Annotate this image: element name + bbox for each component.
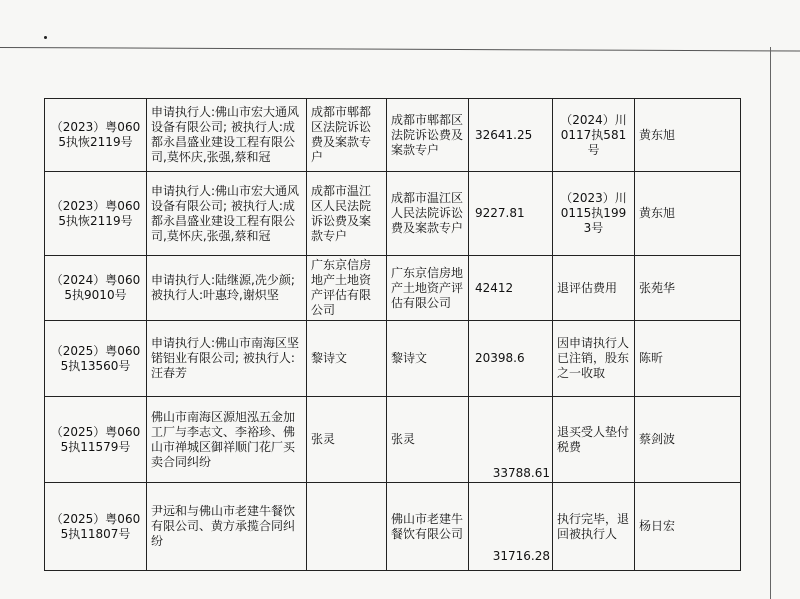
case-number-cell: （2025）粤0605执11807号 — [45, 483, 147, 571]
recipient-cell: 张灵 — [387, 397, 469, 483]
payee-cell: 成都市温江区人民法院诉讼费及案款专户 — [307, 172, 387, 256]
recipient-cell: 成都市郫都区法院诉讼费及案款专户 — [387, 99, 469, 172]
reference-cell: 退评估费用 — [553, 256, 635, 321]
handler-cell: 张苑华 — [635, 256, 741, 321]
reference-cell: 执行完毕，退回被执行人 — [553, 483, 635, 571]
amount-cell: 9227.81 — [469, 172, 553, 256]
amount-cell: 42412 — [469, 256, 553, 321]
page-top-rule — [0, 47, 800, 51]
parties-cell: 佛山市南海区源旭泓五金加工厂与李志文、李裕珍、佛山市禅城区御祥顺门花厂买卖合同纠纷 — [147, 397, 307, 483]
table-row — [45, 99, 741, 172]
case-number-cell: （2025）粤0605执13560号 — [45, 321, 147, 397]
handler-cell: 黄东旭 — [635, 172, 741, 256]
payee-cell: 张灵 — [307, 397, 387, 483]
table-row — [45, 321, 741, 397]
handler-cell: 杨日宏 — [635, 483, 741, 571]
table-row — [45, 483, 741, 571]
case-payment-table — [44, 98, 741, 571]
handler-cell: 陈昕 — [635, 321, 741, 397]
reference-cell: 因申请执行人已注销，股东之一收取 — [553, 321, 635, 397]
table-row — [45, 172, 741, 256]
handler-cell: 蔡剑波 — [635, 397, 741, 483]
table-row — [45, 397, 741, 483]
amount-cell: 33788.61 — [469, 397, 553, 483]
parties-cell: 申请执行人:佛山市宏大通风设备有限公司; 被执行人:成都永昌盛业建设工程有限公司,莫怀庆,张强,蔡和冠 — [147, 99, 307, 172]
case-number-cell: （2023）粤0605执恢2119号 — [45, 99, 147, 172]
reference-cell: 退买受人垫付税费 — [553, 397, 635, 483]
scan-speck — [44, 36, 47, 39]
parties-cell: 申请执行人:佛山市宏大通风设备有限公司; 被执行人:成都永昌盛业建设工程有限公司,莫怀庆,张强,蔡和冠 — [147, 172, 307, 256]
reference-cell: （2024）川0117执581号 — [553, 99, 635, 172]
recipient-cell: 成都市温江区人民法院诉讼费及案款专户 — [387, 172, 469, 256]
reference-cell: （2023）川0115执1993号 — [553, 172, 635, 256]
recipient-cell: 广东京信房地产土地资产评估有限公司 — [387, 256, 469, 321]
case-number-cell: （2025）粤0605执11579号 — [45, 397, 147, 483]
payee-cell: 成都市郫都区法院诉讼费及案款专户 — [307, 99, 387, 172]
parties-cell: 尹远和与佛山市老建牛餐饮有限公司、黄方承揽合同纠纷 — [147, 483, 307, 571]
case-number-cell: （2023）粤0605执恢2119号 — [45, 172, 147, 256]
handler-cell: 黄东旭 — [635, 99, 741, 172]
page-right-rule — [770, 47, 771, 599]
payee-cell — [307, 483, 387, 571]
case-number-cell: （2024）粤0605执9010号 — [45, 256, 147, 321]
amount-cell: 31716.28 — [469, 483, 553, 571]
table-row — [45, 256, 741, 321]
payee-cell: 黎诗文 — [307, 321, 387, 397]
parties-cell: 申请执行人:陆继源,冼少颜; 被执行人:叶惠玲,谢炽坚 — [147, 256, 307, 321]
recipient-cell: 黎诗文 — [387, 321, 469, 397]
parties-cell: 申请执行人:佛山市南海区坚锘铝业有限公司; 被执行人:汪春芳 — [147, 321, 307, 397]
amount-cell: 20398.6 — [469, 321, 553, 397]
payee-cell: 广东京信房地产土地资产评估有限公司 — [307, 256, 387, 321]
recipient-cell: 佛山市老建牛餐饮有限公司 — [387, 483, 469, 571]
amount-cell: 32641.25 — [469, 99, 553, 172]
